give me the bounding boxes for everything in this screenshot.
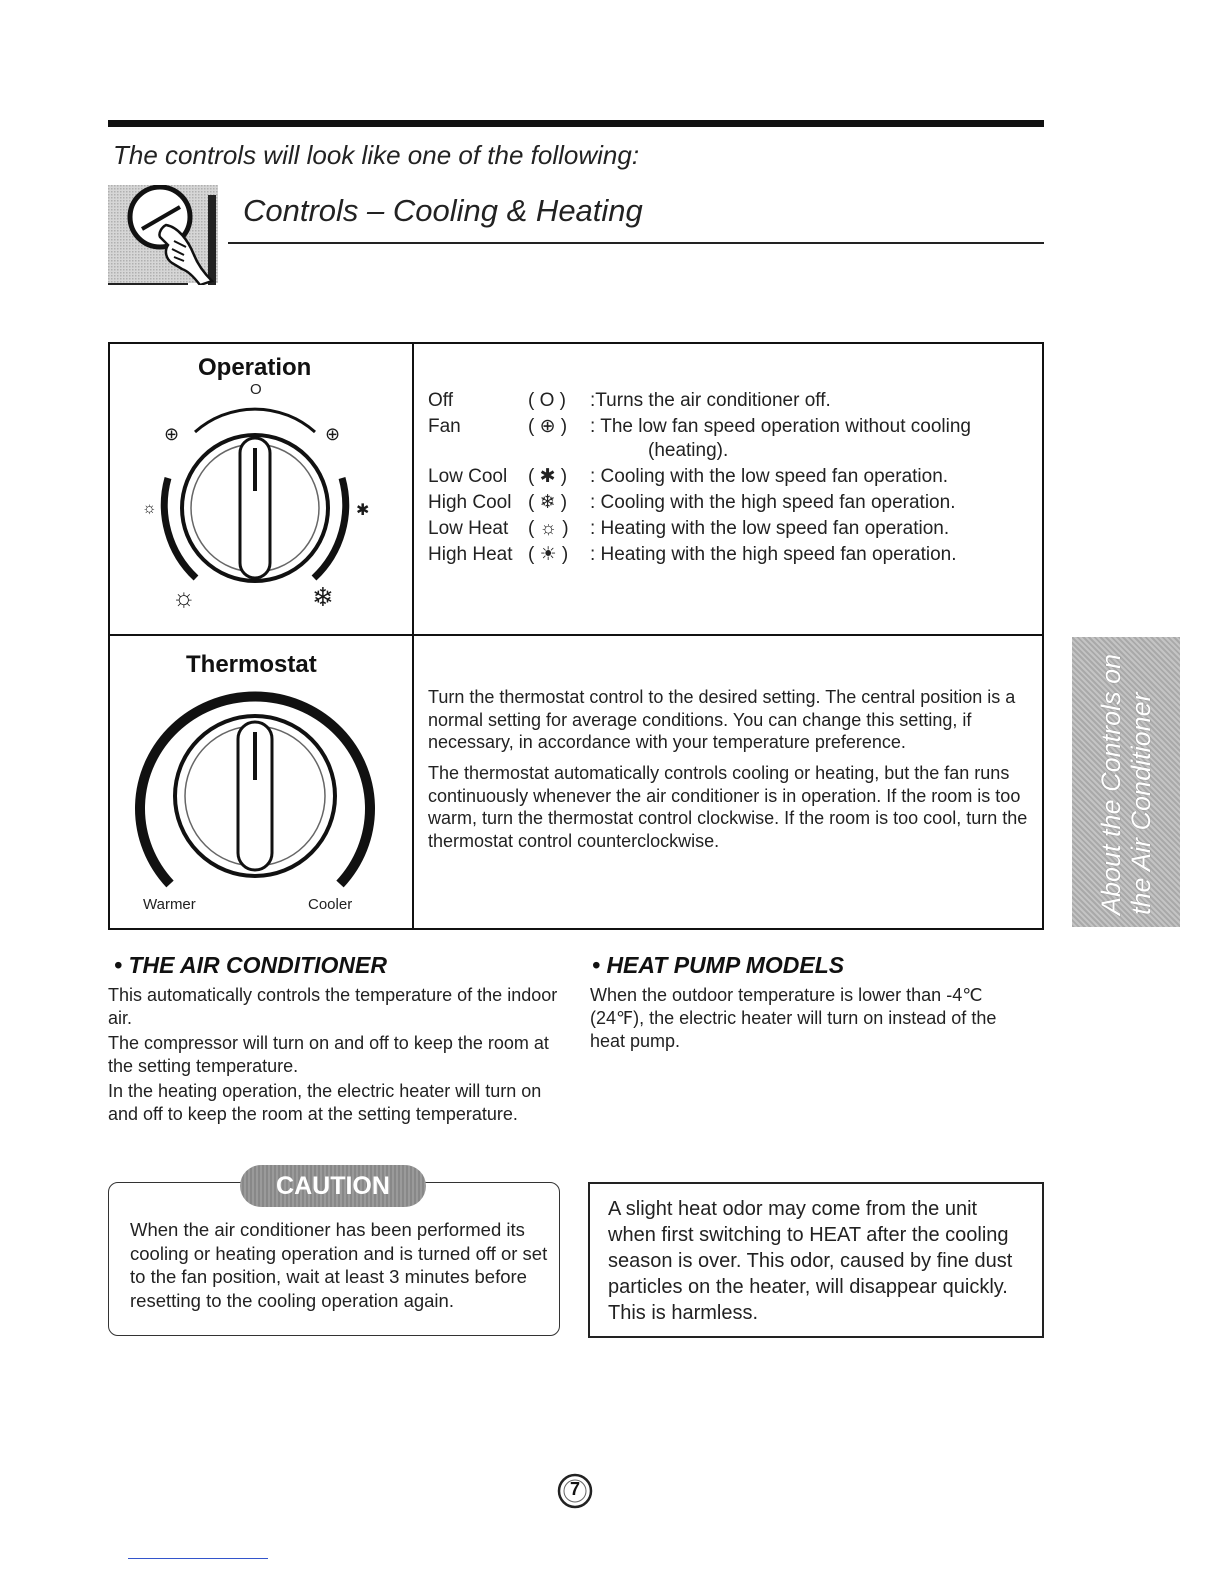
cooler-label: Cooler (308, 896, 353, 913)
thermostat-title: Thermostat (186, 651, 317, 678)
high-heat-mark-icon: ☼ (172, 582, 196, 612)
page-number: 7 (569, 1479, 580, 1499)
high-cool-mark-icon: ❄ (312, 582, 334, 612)
thermostat-paragraph-2: The thermostat automatically controls cooling or heating, but the fan runs continuously whenever the air conditioner is in operation. If the room is too warm, turn the thermostat control clockwise. If the room is too cool, turn the thermostat control counterclockwise. (428, 763, 1028, 851)
operation-mode-list (428, 388, 971, 568)
thermostat-paragraph-1: Turn the thermostat control to the desired setting. The central position is a normal setting for average conditions. You can change this setting, if necessary, in accordance with your temperature preference. (428, 687, 1016, 752)
intro-text: The controls will look like one of the following: (113, 140, 640, 170)
heat-pump-text: When the outdoor temperature is lower than -4℃ (24℉), the electric heater will turn on instead of the heat pump. (590, 985, 997, 1051)
side-tab-line-2: the Air Conditioner (1126, 692, 1156, 915)
top-rule (108, 120, 1044, 127)
low-cool-mark-icon: ✱ (356, 502, 370, 519)
low-heat-mark-icon: ☼ (142, 500, 157, 517)
fan-mark-right-icon: ⊕ (325, 424, 341, 444)
mode-low-cool: Low Cool ( ✱ ) : Cooling with the low speed fan operation. (428, 466, 949, 487)
bottom-link-line (128, 1558, 268, 1559)
mode-low-heat: Low Heat ( ☼ ) : Heating with the low speed fan operation. (428, 518, 950, 539)
thermostat-knob[interactable] (130, 684, 380, 894)
icon-baseline (108, 283, 188, 285)
mode-off: Off ( O ) :Turns the air conditioner off. (428, 390, 831, 411)
air-conditioner-p3: In the heating operation, the electric heater will turn on and off to keep the room at the setting temperature. (108, 1081, 542, 1124)
mode-fan-continued: (heating). (648, 440, 729, 461)
air-conditioner-p2: The compressor will turn on and off to keep the room at the setting temperature. (108, 1033, 549, 1076)
table-vertical-divider (412, 342, 414, 930)
warmer-label: Warmer (143, 896, 196, 913)
heat-odor-note-text: A slight heat odor may come from the unit when first switching to HEAT after the cooling season is over. This odor, caused by fine dust particles on the heater, will disappear quickly. This is harmless. (608, 1198, 1013, 1324)
fan-mark-left-icon: ⊕ (164, 424, 180, 444)
operation-off-mark: O (250, 381, 262, 398)
operation-title: Operation (198, 354, 312, 381)
chapter-side-tab (1072, 637, 1180, 927)
mode-high-heat: High Heat ( ☀ ) : Heating with the high speed fan operation. (428, 544, 957, 565)
mode-high-cool: High Cool ( ❄ ) : Cooling with the high speed fan operation. (428, 492, 956, 513)
air-conditioner-p1: This automatically controls the temperature of the indoor air. (108, 985, 558, 1028)
side-tab-line-1: About the Controls on (1096, 653, 1126, 915)
caution-badge: CAUTION (240, 1165, 426, 1207)
air-conditioner-text (108, 984, 563, 1126)
mode-fan: Fan ( ⊕ ) : The low fan speed operation without cooling (428, 416, 971, 437)
table-horizontal-divider (108, 634, 1044, 636)
air-conditioner-heading: • THE AIR CONDITIONER (114, 952, 387, 978)
section-title: Controls – Cooling & Heating (243, 193, 643, 228)
heat-pump-heading: • HEAT PUMP MODELS (592, 952, 845, 978)
title-underline (228, 242, 1044, 244)
caution-text: When the air conditioner has been performed its cooling or heating operation and is turned off or set to the fan position, wait at least 3 minutes before resetting to the cooling operation again. (130, 1219, 548, 1311)
hand-turning-knob-icon (108, 185, 218, 285)
